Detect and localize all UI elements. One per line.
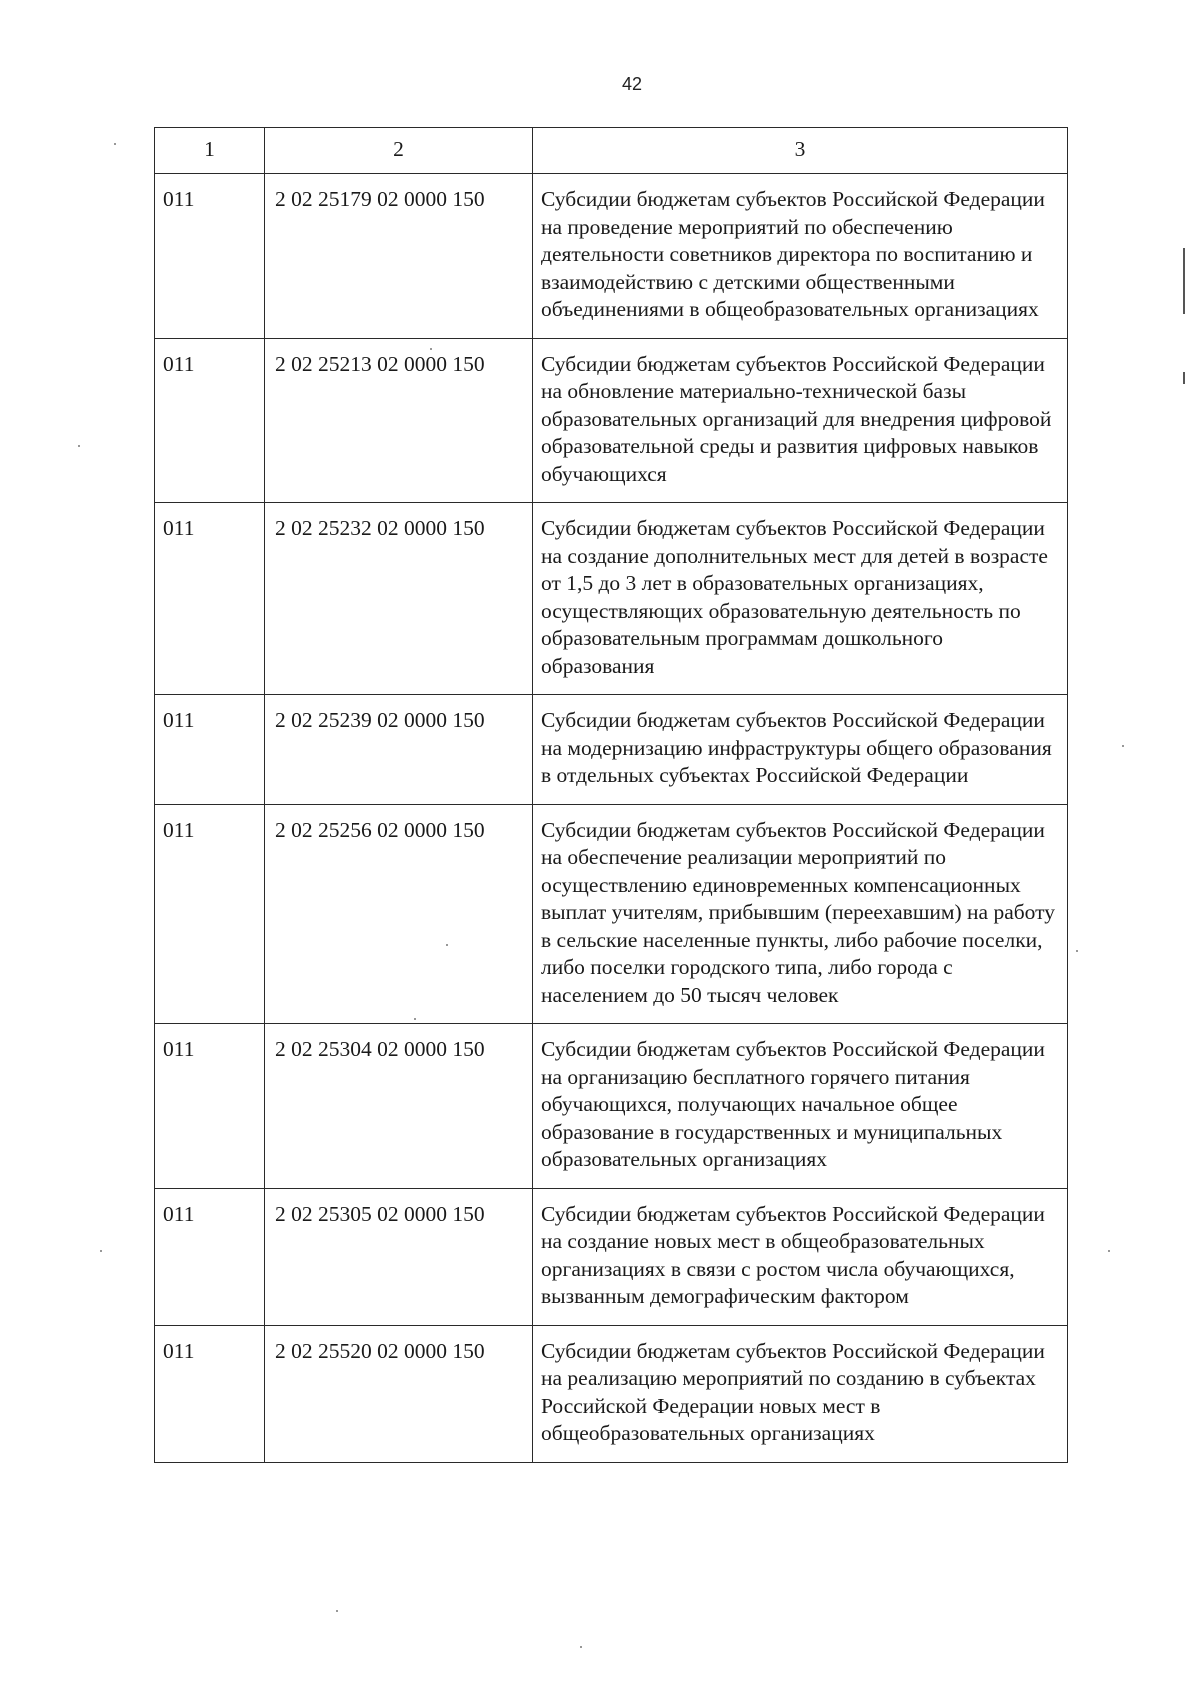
scan-speck [1122, 745, 1124, 747]
description-cell: Субсидии бюджетам субъектов Российской Федерации на обеспечение реализации мероприятий по осуществлению единовременных компенсационных выплат учителям, прибывшим (переехавшим) на работу в сельские населенные пункты, либо рабочие поселки, либо поселки городского типа, либо города с населением до 50 тысяч человек [533, 804, 1068, 1024]
scan-edge-mark [1183, 372, 1185, 384]
budget-codes-table [154, 127, 1068, 1463]
description-cell: Субсидии бюджетам субъектов Российской Федерации на обновление материально-технической базы образовательных организаций для внедрения цифровой образовательной среды и развития цифровых навыков обучающихся [533, 338, 1068, 503]
admin-code-cell: 011 [155, 1024, 265, 1189]
scan-speck [446, 944, 448, 946]
scan-speck [78, 445, 80, 447]
admin-code-cell: 011 [155, 804, 265, 1024]
table-row [155, 174, 1068, 339]
budget-code-cell: 2 02 25304 02 0000 150 [265, 1024, 533, 1189]
scan-speck [100, 1250, 102, 1252]
scan-edge-mark [1183, 248, 1185, 314]
scan-speck [580, 1646, 582, 1648]
budget-code-cell: 2 02 25520 02 0000 150 [265, 1325, 533, 1462]
description-cell: Субсидии бюджетам субъектов Российской Федерации на проведение мероприятий по обеспечению деятельности советников директора по воспитанию и взаимодействию с детскими общественными объединениями в общеобразовательных организациях [533, 174, 1068, 339]
table-row [155, 804, 1068, 1024]
column-header-3: 3 [533, 128, 1068, 174]
table-row [155, 1024, 1068, 1189]
description-cell: Субсидии бюджетам субъектов Российской Федерации на модернизацию инфраструктуры общего образования в отдельных субъектах Российской Федерации [533, 695, 1068, 805]
budget-code-cell: 2 02 25239 02 0000 150 [265, 695, 533, 805]
table-row [155, 338, 1068, 503]
scan-speck [114, 143, 116, 145]
scan-speck [336, 1610, 338, 1612]
admin-code-cell: 011 [155, 1188, 265, 1325]
scan-speck [430, 348, 432, 350]
column-header-2: 2 [265, 128, 533, 174]
admin-code-cell: 011 [155, 338, 265, 503]
table-header-row [155, 128, 1068, 174]
budget-code-cell: 2 02 25213 02 0000 150 [265, 338, 533, 503]
description-cell: Субсидии бюджетам субъектов Российской Федерации на создание новых мест в общеобразовательных организациях в связи с ростом числа обучающихся, вызванным демографическим фактором [533, 1188, 1068, 1325]
description-cell: Субсидии бюджетам субъектов Российской Федерации на создание дополнительных мест для детей в возрасте от 1,5 до 3 лет в образовательных организациях, осуществляющих образовательную деятельность по образовательным программам дошкольного образования [533, 503, 1068, 695]
budget-code-cell: 2 02 25232 02 0000 150 [265, 503, 533, 695]
admin-code-cell: 011 [155, 1325, 265, 1462]
table-row [155, 503, 1068, 695]
scan-speck [414, 1018, 416, 1020]
description-cell: Субсидии бюджетам субъектов Российской Федерации на организацию бесплатного горячего питания обучающихся, получающих начальное общее образование в государственных и муниципальных образовательных организациях [533, 1024, 1068, 1189]
scan-speck [1108, 1250, 1110, 1252]
table-row [155, 1188, 1068, 1325]
budget-code-cell: 2 02 25305 02 0000 150 [265, 1188, 533, 1325]
admin-code-cell: 011 [155, 174, 265, 339]
description-cell: Субсидии бюджетам субъектов Российской Федерации на реализацию мероприятий по созданию в субъектах Российской Федерации новых мест в общеобразовательных организациях [533, 1325, 1068, 1462]
scan-speck [1076, 950, 1078, 952]
admin-code-cell: 011 [155, 695, 265, 805]
budget-code-cell: 2 02 25179 02 0000 150 [265, 174, 533, 339]
column-header-1: 1 [155, 128, 265, 174]
admin-code-cell: 011 [155, 503, 265, 695]
budget-code-cell: 2 02 25256 02 0000 150 [265, 804, 533, 1024]
table-row [155, 695, 1068, 805]
table-row [155, 1325, 1068, 1462]
page-number: 42 [621, 74, 643, 94]
